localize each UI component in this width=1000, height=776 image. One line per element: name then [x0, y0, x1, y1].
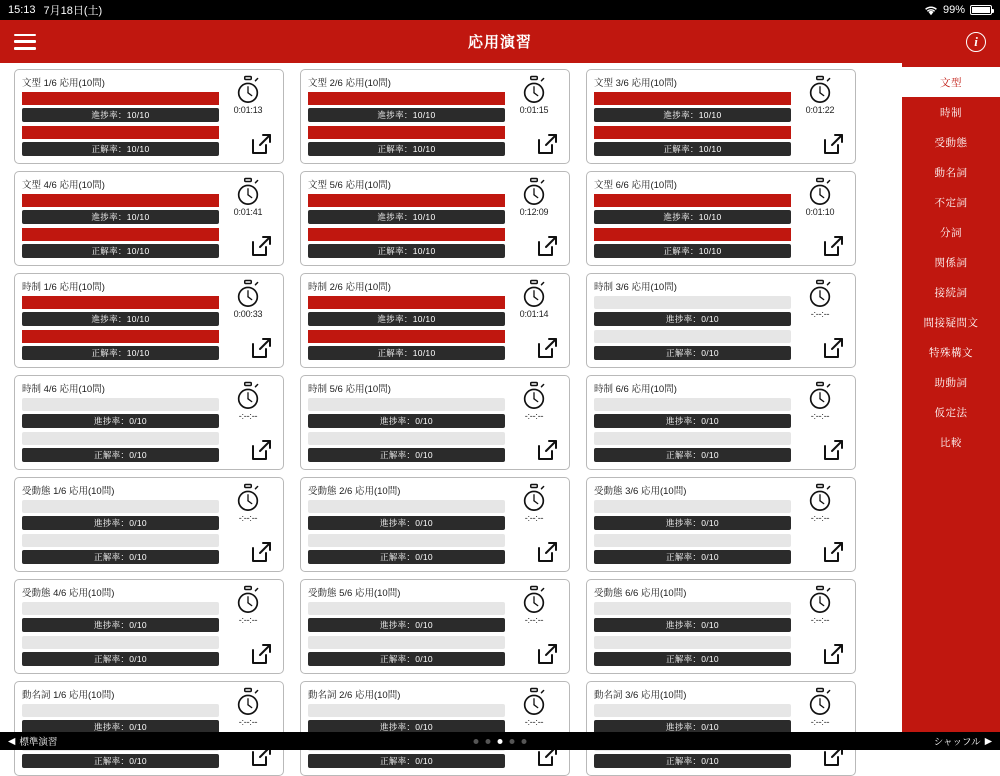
external-link-icon[interactable]: [249, 234, 273, 258]
page-dot[interactable]: [498, 739, 503, 744]
elapsed-time-label: -:--:--: [238, 615, 258, 625]
accuracy-bar-track: [594, 432, 791, 445]
stopwatch-icon: [235, 76, 261, 104]
accuracy-label: 正解率：0/10: [22, 754, 219, 768]
external-link-icon[interactable]: [249, 132, 273, 156]
elapsed-time-label: 0:01:14: [519, 309, 549, 319]
timer-column: [505, 382, 563, 421]
card-title: 受動態 5/6 応用(10問): [308, 588, 401, 599]
progress-label: 進捗率：0/10: [22, 414, 219, 428]
accuracy-label: 正解率：0/10: [308, 448, 505, 462]
accuracy-label: 正解率：10/10: [308, 244, 505, 258]
card-title: 時制 6/6 応用(10問): [594, 384, 677, 395]
stopwatch-icon: [235, 280, 261, 308]
card-title: 文型 1/6 応用(10問): [22, 78, 105, 89]
progress-label: 進捗率：0/10: [308, 720, 505, 734]
ios-status-bar: [0, 0, 1000, 20]
accuracy-label: 正解率：10/10: [22, 346, 219, 360]
accuracy-label: 正解率：10/10: [594, 142, 791, 156]
timer-column: [791, 586, 849, 625]
rail-item-12[interactable]: 比較: [940, 436, 962, 449]
accuracy-label: 正解率：0/10: [308, 550, 505, 564]
exercise-card[interactable]: [14, 579, 284, 674]
status-time: 15:13: [8, 4, 36, 16]
page-dot[interactable]: [486, 739, 491, 744]
progress-bar-track: [22, 194, 219, 207]
accuracy-bar-track: [22, 330, 219, 343]
card-title: 文型 3/6 応用(10問): [594, 78, 677, 89]
accuracy-bar-track: [308, 432, 505, 445]
page-indicator: [474, 739, 527, 744]
elapsed-time-label: 0:12:09: [519, 207, 549, 217]
progress-label: 進捗率：0/10: [308, 618, 505, 632]
timer-column: [791, 484, 849, 523]
accuracy-label: 正解率：0/10: [594, 346, 791, 360]
elapsed-time-label: -:--:--: [810, 411, 830, 421]
timer-column: [219, 688, 277, 727]
external-link-icon[interactable]: [249, 642, 273, 666]
timer-column: [505, 688, 563, 727]
exercise-card[interactable]: [586, 375, 856, 470]
card-bars: [594, 92, 791, 156]
stopwatch-icon: [521, 688, 547, 716]
accuracy-bar-track: [22, 534, 219, 547]
progress-bar-track: [308, 194, 505, 207]
elapsed-time-label: 0:01:10: [805, 207, 835, 217]
progress-bar-track: [22, 92, 219, 105]
right-arrow-icon: ▶: [984, 735, 992, 747]
progress-bar-fill: [594, 194, 791, 207]
accuracy-bar-track: [308, 126, 505, 139]
progress-label: 進捗率：0/10: [308, 516, 505, 530]
progress-label: 進捗率：10/10: [308, 312, 505, 326]
accuracy-bar-track: [22, 432, 219, 445]
progress-label: 進捗率：10/10: [22, 312, 219, 326]
progress-bar-fill: [308, 296, 505, 309]
accuracy-bar-track: [594, 228, 791, 241]
next-mode-button[interactable]: [934, 734, 992, 748]
accuracy-label: 正解率：0/10: [22, 448, 219, 462]
card-title: 受動態 1/6 応用(10問): [22, 486, 115, 497]
bottom-toolbar: [0, 732, 1000, 750]
card-bars: [308, 602, 505, 666]
rail-item-2[interactable]: 受動態: [934, 136, 968, 149]
accuracy-label: 正解率：0/10: [22, 550, 219, 564]
timer-column: [219, 382, 277, 421]
exercise-card[interactable]: [300, 69, 570, 164]
external-link-icon[interactable]: [535, 234, 559, 258]
exercise-card[interactable]: [14, 69, 284, 164]
timer-column: [791, 382, 849, 421]
accuracy-bar-track: [308, 330, 505, 343]
stopwatch-icon: [235, 382, 261, 410]
accuracy-bar-fill: [308, 330, 505, 343]
stopwatch-icon: [521, 586, 547, 614]
elapsed-time-label: -:--:--: [810, 309, 830, 319]
stopwatch-icon: [807, 178, 833, 206]
accuracy-bar-fill: [594, 126, 791, 139]
elapsed-time-label: -:--:--: [810, 717, 830, 727]
rail-item-1[interactable]: 時制: [940, 106, 962, 119]
progress-label: 進捗率：0/10: [594, 516, 791, 530]
timer-column: [219, 484, 277, 523]
progress-label: 進捗率：10/10: [308, 210, 505, 224]
accuracy-label: 正解率：10/10: [308, 346, 505, 360]
accuracy-bar-track: [594, 126, 791, 139]
progress-bar-track: [22, 398, 219, 411]
card-title: 動名詞 2/6 応用(10問): [308, 690, 401, 701]
progress-bar-track: [594, 296, 791, 309]
progress-label: 進捗率：0/10: [594, 720, 791, 734]
accuracy-bar-fill: [22, 228, 219, 241]
stopwatch-icon: [807, 586, 833, 614]
stopwatch-icon: [235, 484, 261, 512]
card-bars: [308, 92, 505, 156]
elapsed-time-label: 0:00:33: [233, 309, 263, 319]
elapsed-time-label: -:--:--: [810, 615, 830, 625]
elapsed-time-label: -:--:--: [524, 717, 544, 727]
accuracy-bar-track: [308, 534, 505, 547]
rail-item-4[interactable]: 不定詞: [934, 196, 968, 209]
accuracy-label: 正解率：0/10: [308, 652, 505, 666]
exercise-card[interactable]: [300, 171, 570, 266]
accuracy-bar-track: [594, 636, 791, 649]
progress-bar-track: [22, 296, 219, 309]
rail-item-0[interactable]: 文型: [902, 67, 1000, 97]
exercise-card[interactable]: [586, 273, 856, 368]
card-title: 時制 4/6 応用(10問): [22, 384, 105, 395]
rail-item-6[interactable]: 関係詞: [934, 256, 968, 269]
left-arrow-icon: ◀: [8, 735, 16, 747]
exercise-card[interactable]: [14, 171, 284, 266]
exercise-card[interactable]: [14, 273, 284, 368]
elapsed-time-label: -:--:--: [238, 717, 258, 727]
exercise-card[interactable]: [300, 375, 570, 470]
card-bars: [22, 398, 219, 462]
elapsed-time-label: 0:01:22: [805, 105, 835, 115]
timer-column: [219, 76, 277, 115]
external-link-icon[interactable]: [821, 132, 845, 156]
progress-label: 進捗率：10/10: [308, 108, 505, 122]
exercise-card[interactable]: [586, 681, 856, 776]
accuracy-label: 正解率：0/10: [594, 550, 791, 564]
status-date: 7月18日(土): [43, 5, 103, 17]
card-bars: [22, 602, 219, 666]
exercise-card[interactable]: [300, 681, 570, 776]
external-link-icon[interactable]: [535, 132, 559, 156]
stopwatch-icon: [521, 382, 547, 410]
exercise-card[interactable]: [586, 69, 856, 164]
accuracy-label: 正解率：0/10: [594, 652, 791, 666]
progress-bar-track: [22, 602, 219, 615]
timer-column: [791, 178, 849, 217]
progress-bar-fill: [594, 92, 791, 105]
accuracy-bar-fill: [22, 126, 219, 139]
progress-label: 進捗率：0/10: [594, 312, 791, 326]
navigation-bar: [0, 20, 1000, 63]
timer-column: [505, 76, 563, 115]
timer-column: [791, 688, 849, 727]
elapsed-time-label: -:--:--: [524, 411, 544, 421]
external-link-icon[interactable]: [821, 234, 845, 258]
progress-bar-track: [308, 92, 505, 105]
progress-label: 進捗率：10/10: [22, 108, 219, 122]
accuracy-bar-fill: [308, 126, 505, 139]
external-link-icon[interactable]: [535, 336, 559, 360]
progress-bar-track: [308, 500, 505, 513]
prev-mode-button[interactable]: [8, 734, 57, 748]
exercise-card[interactable]: [14, 375, 284, 470]
timer-column: [219, 280, 277, 319]
card-title: 受動態 2/6 応用(10問): [308, 486, 401, 497]
progress-bar-fill: [22, 296, 219, 309]
stopwatch-icon: [235, 178, 261, 206]
page-dot[interactable]: [474, 739, 479, 744]
accuracy-bar-track: [594, 330, 791, 343]
elapsed-time-label: -:--:--: [810, 513, 830, 523]
card-bars: [308, 500, 505, 564]
exercise-card[interactable]: [586, 477, 856, 572]
card-bars: [22, 500, 219, 564]
timer-column: [219, 178, 277, 217]
exercise-card[interactable]: [14, 477, 284, 572]
stopwatch-icon: [807, 76, 833, 104]
card-bars: [308, 398, 505, 462]
card-title: 時制 5/6 応用(10問): [308, 384, 391, 395]
progress-label: 進捗率：0/10: [308, 414, 505, 428]
rail-item-10[interactable]: 助動詞: [934, 376, 968, 389]
progress-bar-track: [308, 296, 505, 309]
elapsed-time-label: -:--:--: [238, 513, 258, 523]
timer-column: [505, 586, 563, 625]
stopwatch-icon: [235, 586, 261, 614]
card-title: 文型 2/6 応用(10問): [308, 78, 391, 89]
external-link-icon[interactable]: [821, 438, 845, 462]
external-link-icon[interactable]: [821, 642, 845, 666]
stopwatch-icon: [521, 280, 547, 308]
progress-bar-fill: [22, 92, 219, 105]
elapsed-time-label: 0:01:13: [233, 105, 263, 115]
progress-bar-track: [22, 500, 219, 513]
external-link-icon[interactable]: [535, 642, 559, 666]
card-title: 動名詞 3/6 応用(10問): [594, 690, 687, 701]
prev-mode-label: 標準演習: [19, 737, 58, 748]
accuracy-label: 正解率：10/10: [22, 142, 219, 156]
progress-label: 進捗率：0/10: [594, 618, 791, 632]
progress-label: 進捗率：10/10: [22, 210, 219, 224]
battery-icon: [970, 5, 992, 15]
progress-label: 進捗率：0/10: [22, 720, 219, 734]
progress-bar-track: [594, 398, 791, 411]
accuracy-label: 正解率：0/10: [594, 754, 791, 768]
card-bars: [594, 296, 791, 360]
timer-column: [791, 280, 849, 319]
card-bars: [594, 398, 791, 462]
progress-bar-track: [308, 602, 505, 615]
card-bars: [22, 92, 219, 156]
progress-bar-track: [594, 602, 791, 615]
rail-item-9[interactable]: 特殊構文: [929, 346, 973, 359]
card-title: 受動態 3/6 応用(10問): [594, 486, 687, 497]
page-title: 応用演習: [467, 34, 532, 51]
exercise-card[interactable]: [586, 579, 856, 674]
category-tab-rail[interactable]: [902, 63, 1000, 732]
card-title: 文型 5/6 応用(10問): [308, 180, 391, 191]
progress-bar-track: [308, 704, 505, 717]
progress-bar-track: [308, 398, 505, 411]
external-link-icon[interactable]: [535, 540, 559, 564]
rail-item-11[interactable]: 仮定法: [934, 406, 968, 419]
exercise-card[interactable]: [300, 273, 570, 368]
accuracy-label: 正解率：10/10: [22, 244, 219, 258]
card-bars: [594, 194, 791, 258]
elapsed-time-label: -:--:--: [238, 411, 258, 421]
page-dot[interactable]: [510, 739, 515, 744]
accuracy-bar-fill: [308, 228, 505, 241]
card-bars: [308, 194, 505, 258]
rail-item-7[interactable]: 接続詞: [934, 286, 968, 299]
accuracy-bar-fill: [594, 228, 791, 241]
timer-column: [505, 178, 563, 217]
accuracy-bar-track: [308, 228, 505, 241]
timer-column: [505, 484, 563, 523]
external-link-icon[interactable]: [249, 438, 273, 462]
card-bars: [308, 296, 505, 360]
external-link-icon[interactable]: [535, 438, 559, 462]
external-link-icon[interactable]: [821, 336, 845, 360]
progress-bar-track: [22, 704, 219, 717]
progress-bar-fill: [308, 92, 505, 105]
card-bars: [594, 500, 791, 564]
accuracy-bar-track: [22, 228, 219, 241]
exercise-card[interactable]: [586, 171, 856, 266]
accuracy-label: 正解率：0/10: [594, 448, 791, 462]
stopwatch-icon: [235, 688, 261, 716]
elapsed-time-label: -:--:--: [524, 615, 544, 625]
card-title: 動名詞 1/6 応用(10問): [22, 690, 115, 701]
accuracy-bar-track: [22, 636, 219, 649]
progress-label: 進捗率：10/10: [594, 108, 791, 122]
next-mode-label: シャッフル: [933, 737, 981, 748]
rail-item-5[interactable]: 分詞: [940, 226, 962, 239]
external-link-icon[interactable]: [249, 540, 273, 564]
accuracy-label: 正解率：0/10: [308, 754, 505, 768]
page-dot[interactable]: [522, 739, 527, 744]
exercise-card[interactable]: [300, 579, 570, 674]
progress-bar-track: [594, 92, 791, 105]
exercise-card[interactable]: [300, 477, 570, 572]
wifi-icon: [924, 5, 938, 16]
progress-bar-fill: [22, 194, 219, 207]
accuracy-label: 正解率：10/10: [308, 142, 505, 156]
progress-label: 進捗率：0/10: [594, 414, 791, 428]
elapsed-time-label: -:--:--: [524, 513, 544, 523]
card-title: 時制 1/6 応用(10問): [22, 282, 105, 293]
progress-label: 進捗率：10/10: [594, 210, 791, 224]
stopwatch-icon: [807, 280, 833, 308]
timer-column: [505, 280, 563, 319]
progress-bar-track: [594, 500, 791, 513]
hamburger-icon[interactable]: [14, 34, 36, 50]
accuracy-label: 正解率：0/10: [22, 652, 219, 666]
external-link-icon[interactable]: [249, 336, 273, 360]
card-title: 文型 6/6 応用(10問): [594, 180, 677, 191]
elapsed-time-label: 0:01:41: [233, 207, 263, 217]
progress-bar-fill: [308, 194, 505, 207]
card-title: 時制 3/6 応用(10問): [594, 282, 677, 293]
accuracy-bar-track: [594, 534, 791, 547]
stopwatch-icon: [521, 178, 547, 206]
stopwatch-icon: [807, 688, 833, 716]
accuracy-bar-fill: [22, 330, 219, 343]
card-title: 受動態 4/6 応用(10問): [22, 588, 115, 599]
card-title: 受動態 6/6 応用(10問): [594, 588, 687, 599]
card-bars: [22, 194, 219, 258]
progress-label: 進捗率：0/10: [22, 516, 219, 530]
progress-label: 進捗率：0/10: [22, 618, 219, 632]
card-bars: [594, 602, 791, 666]
exercise-card[interactable]: [14, 681, 284, 776]
external-link-icon[interactable]: [821, 540, 845, 564]
battery-percent-label: 99%: [942, 4, 965, 16]
info-icon[interactable]: i: [966, 32, 986, 52]
rail-item-8[interactable]: 間接疑問文: [923, 316, 979, 329]
elapsed-time-label: 0:01:15: [519, 105, 549, 115]
stopwatch-icon: [807, 484, 833, 512]
progress-bar-track: [594, 704, 791, 717]
stopwatch-icon: [521, 484, 547, 512]
timer-column: [219, 586, 277, 625]
accuracy-label: 正解率：10/10: [594, 244, 791, 258]
rail-item-3[interactable]: 動名詞: [934, 166, 968, 179]
card-title: 時制 2/6 応用(10問): [308, 282, 391, 293]
timer-column: [791, 76, 849, 115]
card-title: 文型 4/6 応用(10問): [22, 180, 105, 191]
progress-bar-track: [594, 194, 791, 207]
accuracy-bar-track: [308, 636, 505, 649]
stopwatch-icon: [807, 382, 833, 410]
stopwatch-icon: [521, 76, 547, 104]
card-bars: [22, 296, 219, 360]
accuracy-bar-track: [22, 126, 219, 139]
